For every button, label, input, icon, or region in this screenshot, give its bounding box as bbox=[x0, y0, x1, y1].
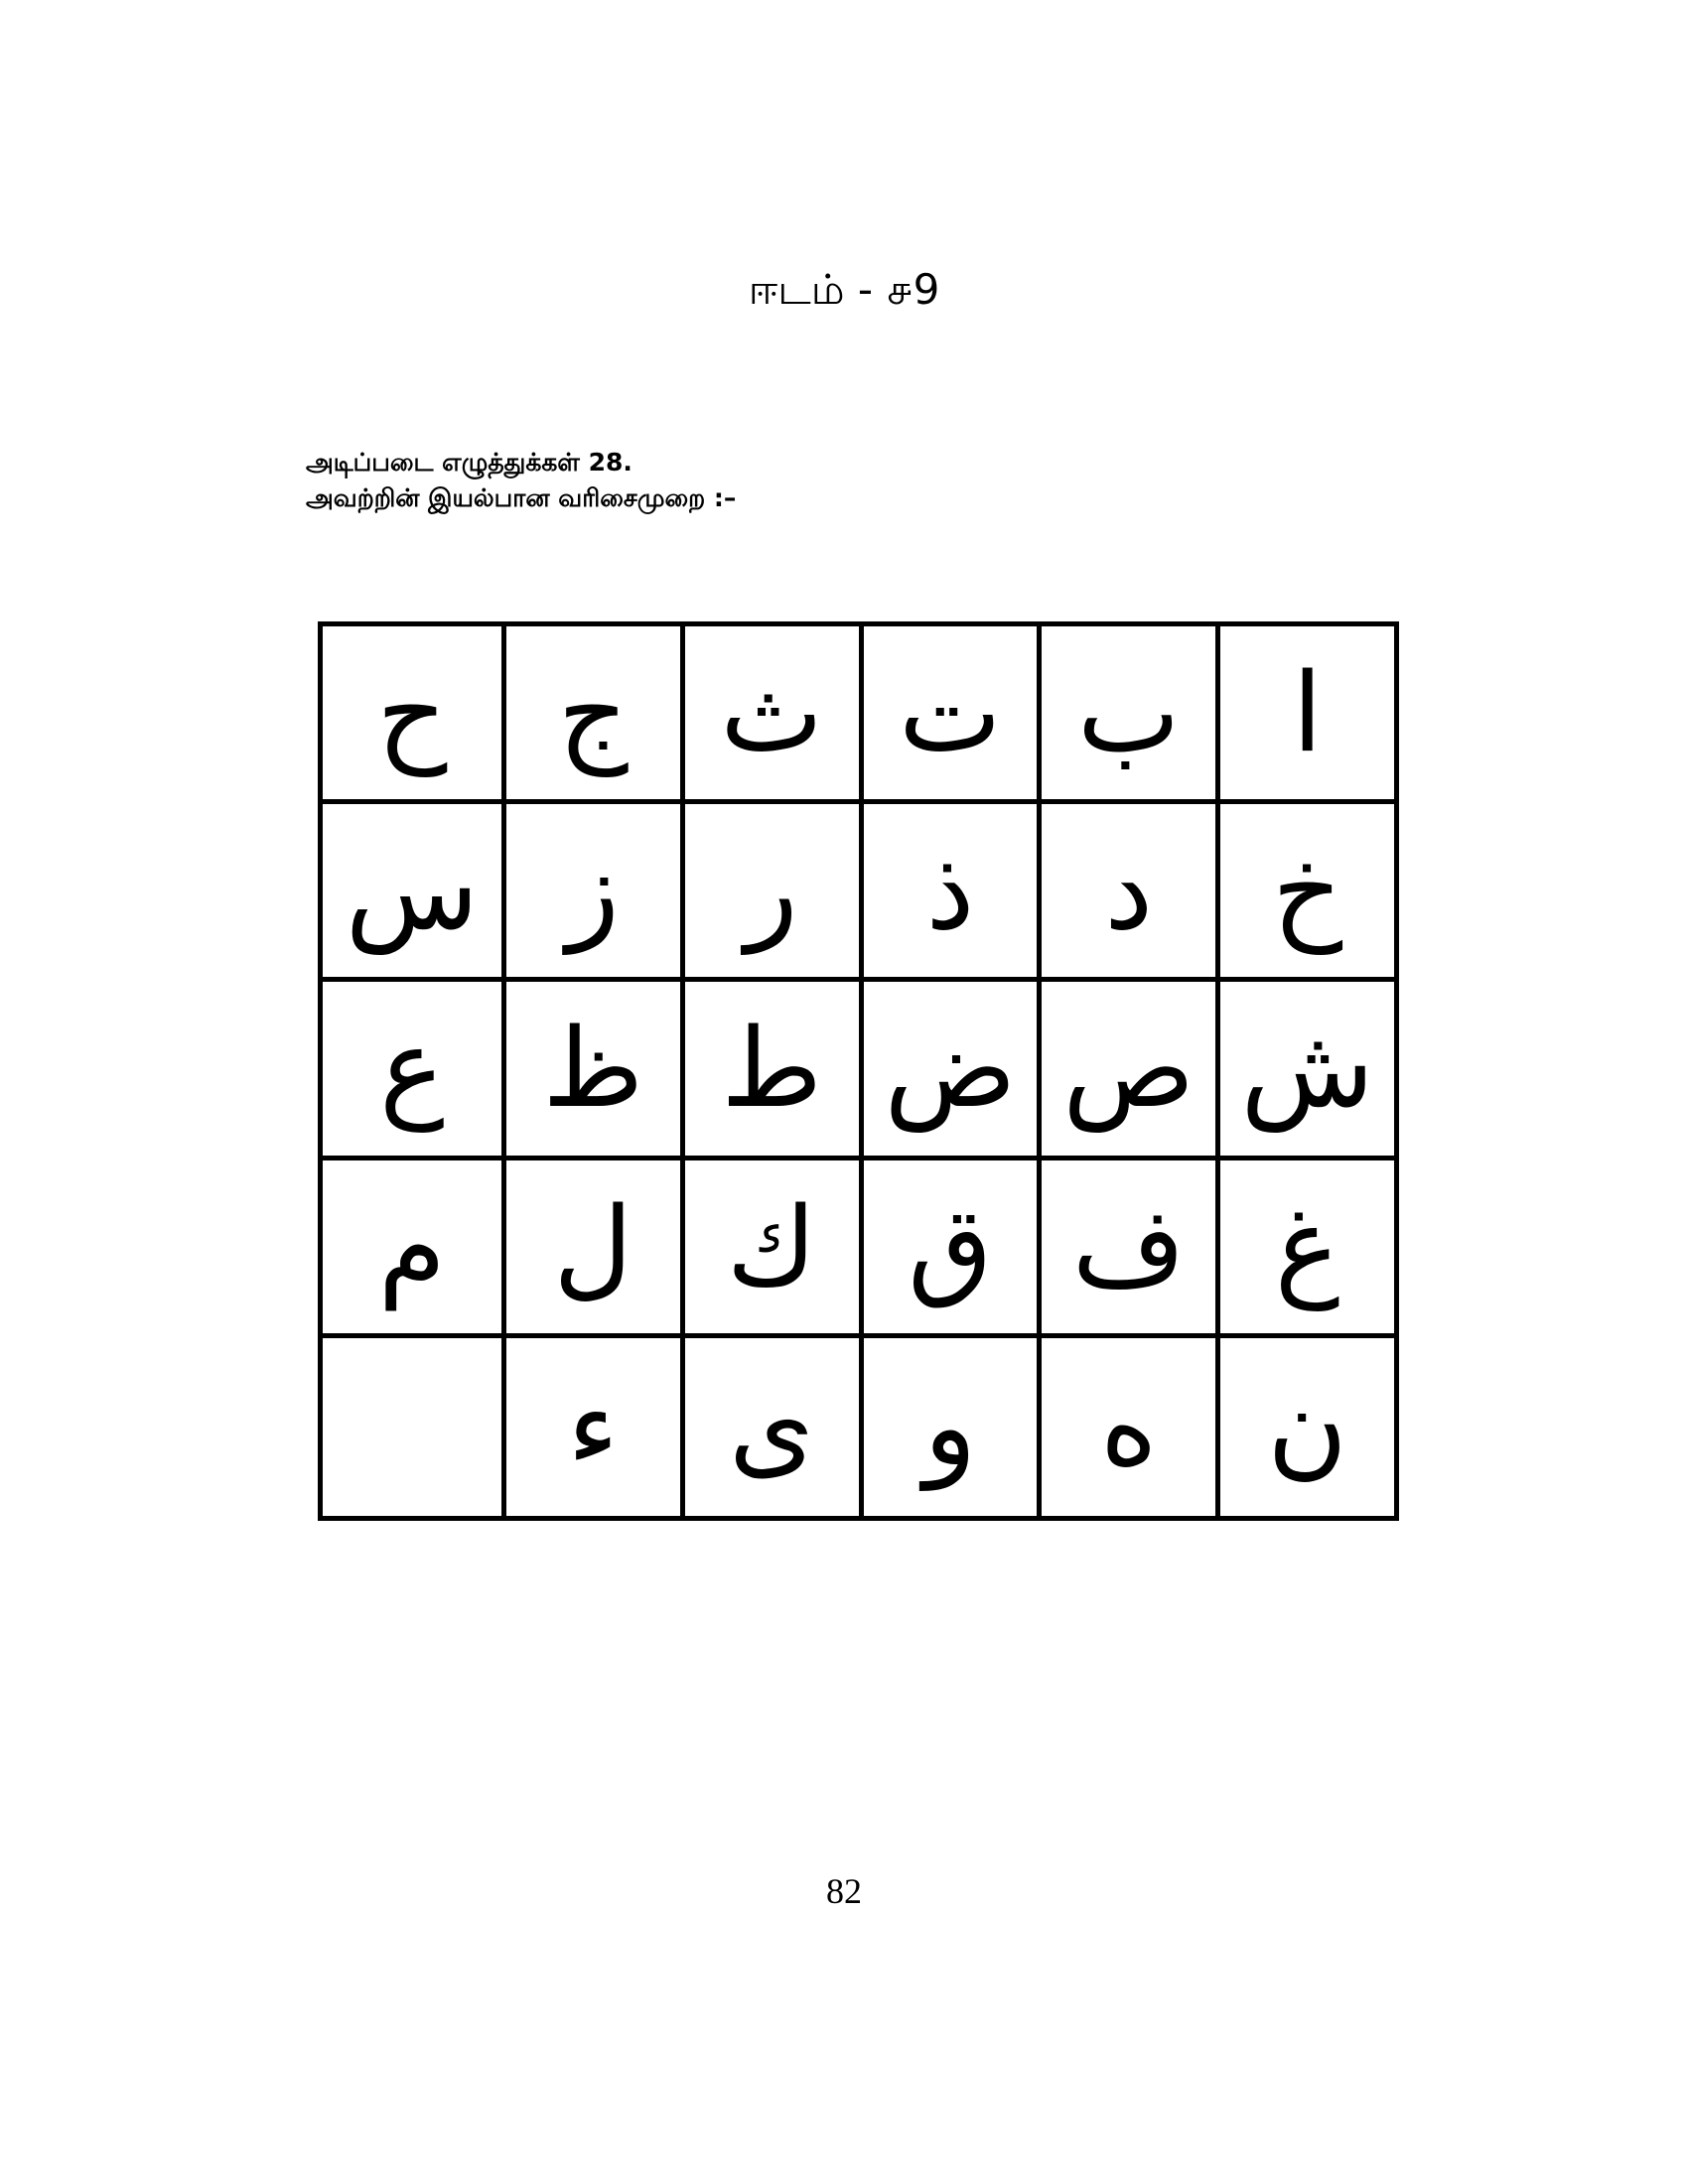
letter-cell: د bbox=[1037, 804, 1215, 982]
letter-cell: ض bbox=[859, 982, 1038, 1160]
letter-cell: ث bbox=[680, 626, 859, 804]
letter-cell: ق bbox=[859, 1160, 1038, 1338]
letter-cell: م bbox=[323, 1160, 501, 1338]
page-number: 82 bbox=[826, 1871, 862, 1911]
empty-cell bbox=[323, 1338, 501, 1516]
intro-line-natural-order: அவற்றின் இயல்பான வரிசைமுறை :– bbox=[306, 483, 737, 512]
letter-cell: غ bbox=[1215, 1160, 1394, 1338]
letter-cell: ز bbox=[501, 804, 680, 982]
letter-cell: ش bbox=[1215, 982, 1394, 1160]
letter-cell: ح bbox=[323, 626, 501, 804]
letter-cell: ص bbox=[1037, 982, 1215, 1160]
letter-cell: ط bbox=[680, 982, 859, 1160]
letter-cell: ر bbox=[680, 804, 859, 982]
arabic-alphabet-grid bbox=[318, 621, 1399, 1521]
letter-cell: ع bbox=[323, 982, 501, 1160]
letter-cell: س bbox=[323, 804, 501, 982]
lesson-heading: ஈடம் - ௪9 bbox=[748, 265, 940, 314]
letter-cell: و bbox=[859, 1338, 1038, 1516]
letter-cell: ا bbox=[1215, 626, 1394, 804]
letter-cell: ظ bbox=[501, 982, 680, 1160]
letter-cell: ج bbox=[501, 626, 680, 804]
intro-line-basic-letters: அடிப்படை எழுத்துக்கள் 28. bbox=[306, 448, 633, 477]
letter-cell: ن bbox=[1215, 1338, 1394, 1516]
letter-cell: ك bbox=[680, 1160, 859, 1338]
letter-cell: ه bbox=[1037, 1338, 1215, 1516]
letter-cell: ب bbox=[1037, 626, 1215, 804]
letter-cell: ف bbox=[1037, 1160, 1215, 1338]
letter-cell: ذ bbox=[859, 804, 1038, 982]
intro-text bbox=[306, 445, 736, 516]
letter-cell: ء bbox=[501, 1338, 680, 1516]
letter-cell: خ bbox=[1215, 804, 1394, 982]
letter-cell: ت bbox=[859, 626, 1038, 804]
letter-cell: ى bbox=[680, 1338, 859, 1516]
letter-cell: ل bbox=[501, 1160, 680, 1338]
